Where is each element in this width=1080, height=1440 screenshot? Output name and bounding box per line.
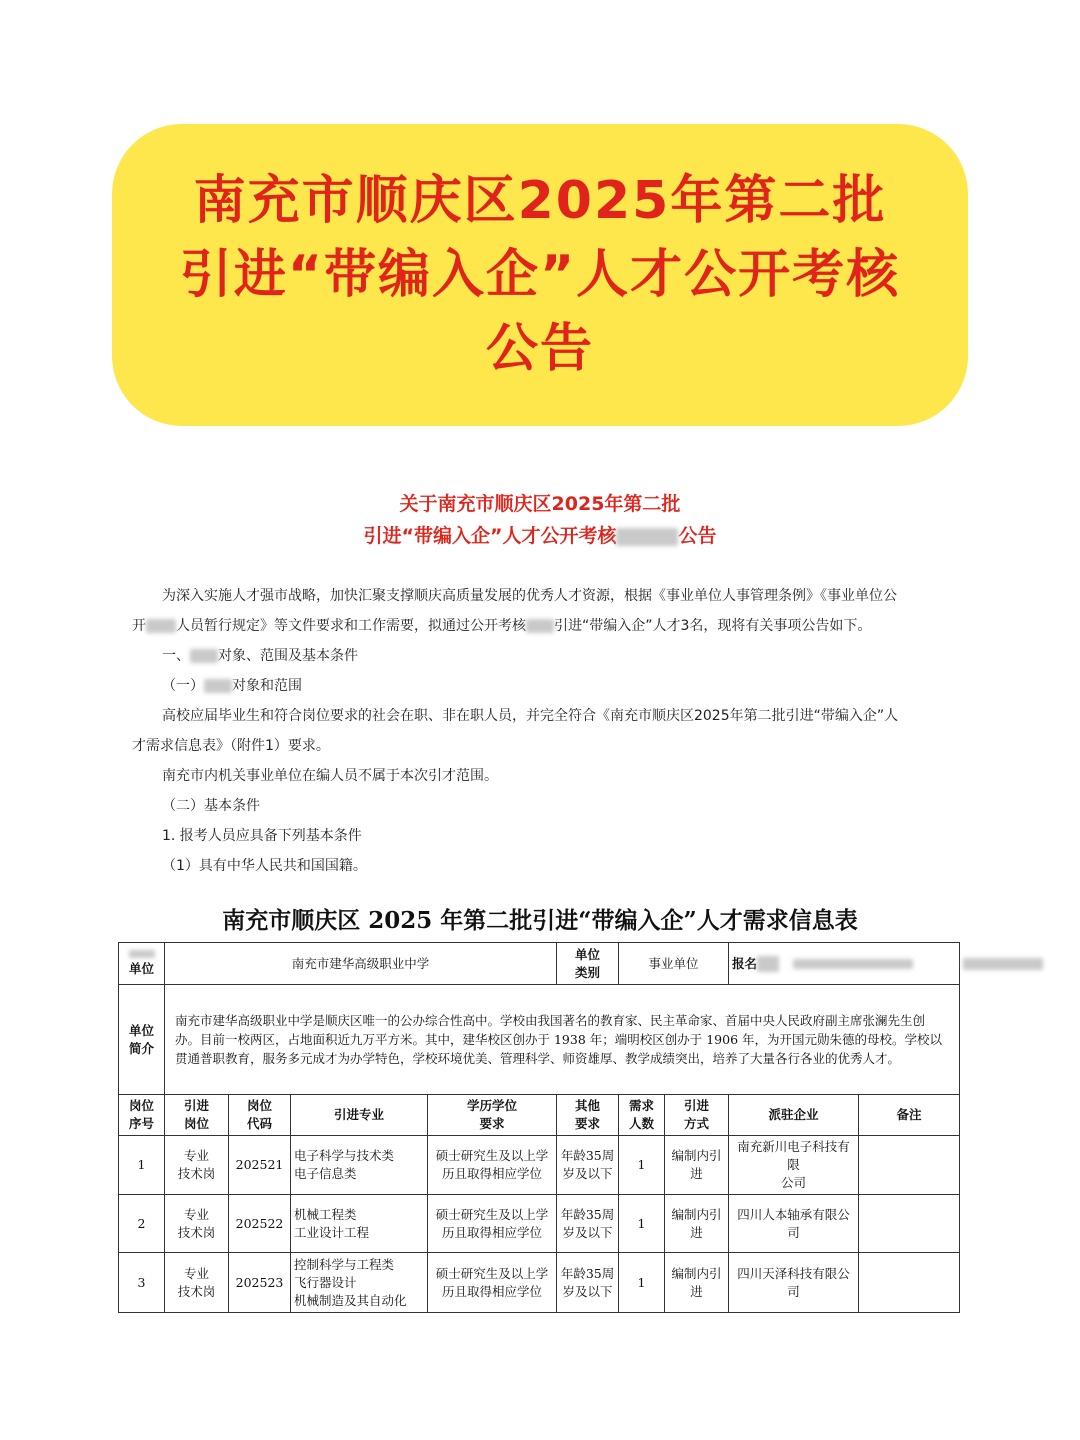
requirements-table bbox=[118, 942, 960, 1313]
column-header: 备注 bbox=[859, 1095, 960, 1136]
cell-note bbox=[859, 1253, 960, 1313]
cell-count: 1 bbox=[619, 1195, 665, 1253]
cell-count: 1 bbox=[619, 1136, 665, 1195]
intro-label: 单位 简介 bbox=[119, 985, 165, 1095]
cell-company: 四川天泽科技有限公司 bbox=[729, 1253, 859, 1313]
text-fragment: 对象和范围 bbox=[232, 678, 302, 694]
table-row bbox=[119, 1195, 960, 1253]
banner-title-line1: 南充市顺庆区2025年第二批 bbox=[193, 171, 887, 231]
banner-title-line2: 引进“带编入企”人才公开考核 bbox=[179, 245, 901, 305]
table-row bbox=[119, 1136, 960, 1195]
redacted-block bbox=[146, 619, 176, 633]
paragraph-conditions: 1. 报考人员应具备下列基本条件 bbox=[162, 828, 362, 844]
paragraph-intro-line1: 为深入实施人才强市战略，加快汇聚支撑顺庆高质量发展的优秀人才资源，根据《事业单位人事管理条例》《事业单位公 bbox=[162, 588, 897, 604]
table-header-row bbox=[119, 1095, 960, 1136]
column-header: 引进 方式 bbox=[665, 1095, 729, 1136]
cell-note bbox=[859, 1195, 960, 1253]
paragraph-scope-line1: 高校应届毕业生和符合岗位要求的社会在职、非在职人员，并完全符合《南充市顺庆区2025年第二批引进“带编入企”人 bbox=[162, 708, 899, 724]
table-row bbox=[119, 1253, 960, 1313]
redacted-block bbox=[190, 649, 218, 663]
cell-no: 3 bbox=[119, 1253, 165, 1313]
column-header: 岗位 序号 bbox=[119, 1095, 165, 1136]
paragraph-intro-line2 bbox=[132, 611, 952, 641]
cell-education: 硕士研究生及以上学 历且取得相应学位 bbox=[428, 1195, 557, 1253]
cell-education: 硕士研究生及以上学 历且取得相应学位 bbox=[428, 1136, 557, 1195]
cell-other: 年龄35周 岁及以下 bbox=[557, 1253, 619, 1313]
cell-major: 控制科学与工程类 飞行器设计 机械制造及其自动化 bbox=[291, 1253, 428, 1313]
cell-other: 年龄35周 岁及以下 bbox=[557, 1136, 619, 1195]
document-title-line1: 关于南充市顺庆区2025年第二批 bbox=[399, 493, 681, 515]
section-heading-1 bbox=[132, 641, 952, 671]
redacted-block bbox=[616, 528, 678, 546]
redacted-block bbox=[204, 679, 232, 693]
redacted-block bbox=[793, 959, 913, 969]
text-fragment: 一、 bbox=[162, 648, 190, 664]
cell-post: 专业 技术岗 bbox=[165, 1195, 229, 1253]
cell-company: 南充新川电子科技有限 公司 bbox=[729, 1136, 859, 1195]
text-fragment: 对象、范围及基本条件 bbox=[218, 648, 358, 664]
cell-code: 202522 bbox=[229, 1195, 291, 1253]
section-heading-1-1 bbox=[132, 671, 952, 701]
cell-method: 编制内引进 bbox=[665, 1195, 729, 1253]
apply-label: 报名 bbox=[732, 955, 758, 971]
cell-count: 1 bbox=[619, 1253, 665, 1313]
column-header: 其他 要求 bbox=[557, 1095, 619, 1136]
column-header: 学历学位 要求 bbox=[428, 1095, 557, 1136]
section-heading-1-2: （二）基本条件 bbox=[162, 798, 260, 814]
cell-code: 202521 bbox=[229, 1136, 291, 1195]
text-fragment: 开 bbox=[132, 618, 146, 634]
column-header: 引进 岗位 bbox=[165, 1095, 229, 1136]
column-header: 派驻企业 bbox=[729, 1095, 859, 1136]
column-header: 引进专业 bbox=[291, 1095, 428, 1136]
paragraph-exclusion: 南充市内机关事业单位在编人员不属于本次引才范围。 bbox=[162, 768, 498, 784]
cell-method: 编制内引进 bbox=[665, 1253, 729, 1313]
cell-post: 专业 技术岗 bbox=[165, 1136, 229, 1195]
document-title-line2-prefix: 引进“带编入企”人才公开考核 bbox=[363, 525, 617, 547]
document-title-line2 bbox=[0, 521, 1080, 548]
title-banner bbox=[112, 124, 968, 426]
unit-label-cell bbox=[119, 943, 165, 985]
cell-other: 年龄35周 岁及以下 bbox=[557, 1195, 619, 1253]
apply-info-cell bbox=[729, 943, 960, 985]
redacted-block bbox=[757, 956, 779, 972]
unit-type-value: 事业单位 bbox=[619, 943, 729, 985]
redacted-block bbox=[963, 958, 1043, 970]
text-fragment: 人员暂行规定》等文件要求和工作需要，拟通过公开考核 bbox=[176, 618, 526, 634]
paragraph-condition-1: （1）具有中华人民共和国国籍。 bbox=[162, 858, 367, 874]
unit-type-label: 单位 类别 bbox=[557, 943, 619, 985]
banner-title-line3: 公告 bbox=[485, 319, 594, 379]
redacted-block bbox=[526, 619, 554, 633]
intro-text: 南充市建华高级职业中学是顺庆区唯一的公办综合性高中。学校由我国著名的教育家、民主革命家、首届中央人民政府副主席张澜先生创办。目前一校两区，占地面积近九万平方米。其中，建华校区创办于 1938 年；端明校区创办于 1906 年，为开国元勋朱德的母校。学校以贯通普职教育，服务多元成才为办学特色，学校环境优美、管理科学、师资雄厚、教学成绩突出，培养了大量各行各业的优秀人才。 bbox=[165, 985, 960, 1095]
table-title: 南充市顺庆区 2025 年第二批引进“带编入企”人才需求信息表 bbox=[222, 907, 858, 934]
document-title-line2-suffix: 公告 bbox=[678, 525, 717, 547]
unit-value: 南充市建华高级职业中学 bbox=[165, 943, 557, 985]
cell-note bbox=[859, 1136, 960, 1195]
text-fragment: 引进“带编入企”人才3名，现将有关事项公告如下。 bbox=[554, 618, 872, 634]
cell-post: 专业 技术岗 bbox=[165, 1253, 229, 1313]
cell-major: 机械工程类 工业设计工程 bbox=[291, 1195, 428, 1253]
table-row bbox=[119, 985, 960, 1095]
paragraph-scope-line2: 才需求信息表》（附件1）要求。 bbox=[132, 738, 330, 754]
cell-no: 1 bbox=[119, 1136, 165, 1195]
text-fragment: （一） bbox=[162, 678, 204, 694]
redacted-block bbox=[129, 950, 155, 958]
cell-company: 四川人本轴承有限公司 bbox=[729, 1195, 859, 1253]
cell-major: 电子科学与技术类 电子信息类 bbox=[291, 1136, 428, 1195]
cell-no: 2 bbox=[119, 1195, 165, 1253]
table-row bbox=[119, 943, 960, 985]
column-header: 岗位 代码 bbox=[229, 1095, 291, 1136]
cell-education: 硕士研究生及以上学 历且取得相应学位 bbox=[428, 1253, 557, 1313]
column-header: 需求 人数 bbox=[619, 1095, 665, 1136]
cell-method: 编制内引进 bbox=[665, 1136, 729, 1195]
unit-label: 单位 bbox=[128, 960, 154, 976]
document-body bbox=[132, 581, 952, 881]
cell-code: 202523 bbox=[229, 1253, 291, 1313]
